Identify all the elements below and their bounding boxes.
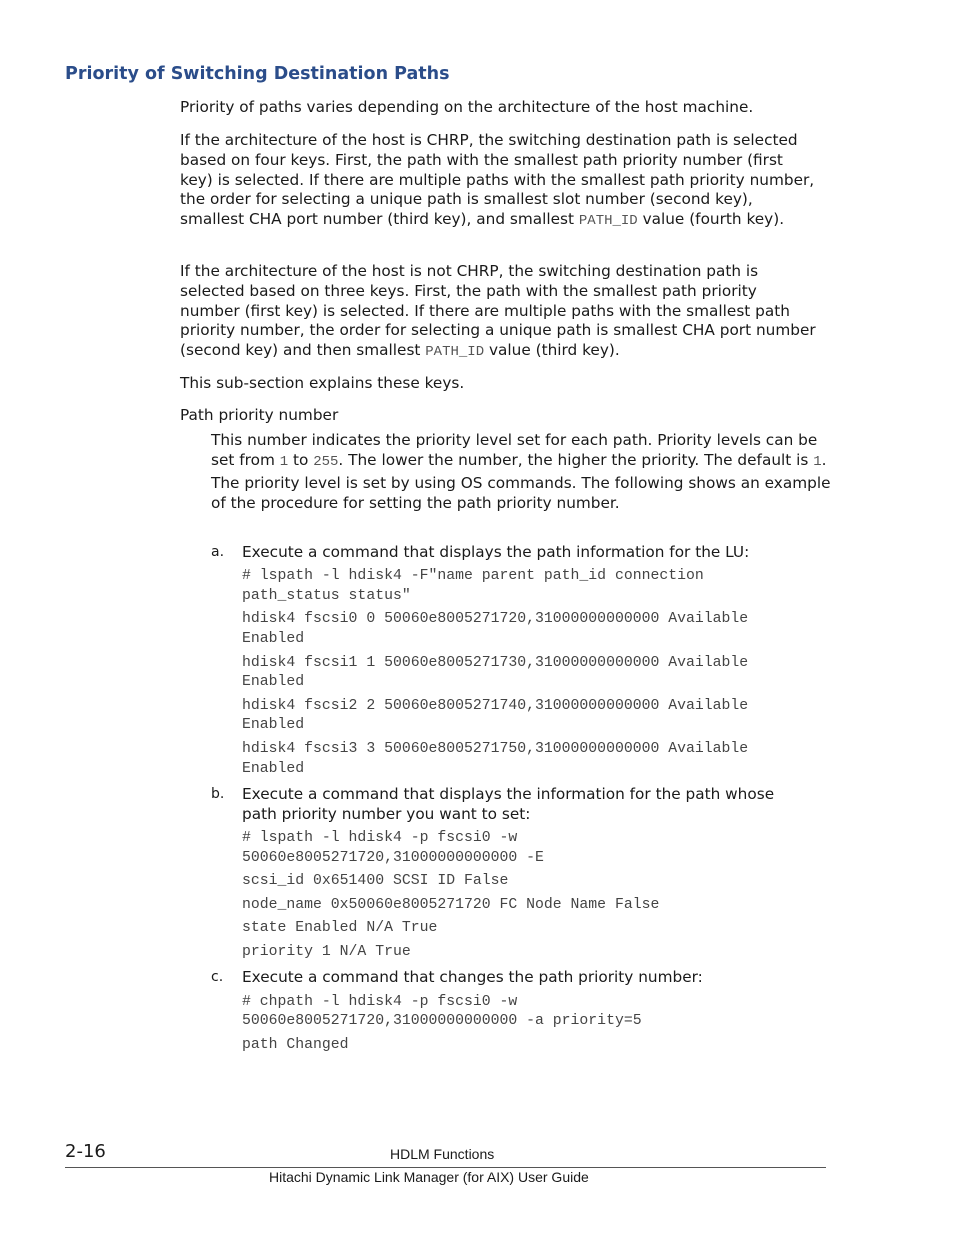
- non-chrp-tail: value (third key).: [484, 341, 620, 360]
- def-part4: . The priority level is set by using OS commands. The following shows an example of the procedure for setting the path priority number.: [211, 451, 831, 513]
- code-line: Enabled: [242, 717, 305, 733]
- chrp-paragraph: [180, 131, 820, 232]
- code-line: path Changed: [242, 1037, 349, 1053]
- default-priority-code: 1: [813, 454, 822, 471]
- definition-text: [211, 430, 831, 514]
- path-id-code: PATH_ID: [425, 344, 485, 361]
- page-number: 2-16: [65, 1141, 106, 1162]
- section-heading: Priority of Switching Destination Paths: [65, 64, 450, 84]
- footer-section-title: HDLM Functions: [390, 1146, 495, 1162]
- step-c-text: Execute a command that changes the path priority number:: [242, 968, 703, 986]
- step-b-text-line1: Execute a command that displays the information for the path whose: [242, 785, 775, 803]
- chrp-tail: value (fourth key).: [637, 210, 785, 229]
- code-line: scsi_id 0x651400 SCSI ID False: [242, 873, 509, 889]
- non-chrp-paragraph: [180, 262, 820, 363]
- code-line: Enabled: [242, 761, 305, 777]
- footer-guide-title: Hitachi Dynamic Link Manager (for AIX) User Guide: [269, 1169, 589, 1185]
- step-c-marker: c.: [211, 969, 224, 985]
- step-b-text-line2: path priority number you want to set:: [242, 805, 531, 823]
- non-chrp-text: If the architecture of the host is not CHRP, the switching destination path is selected based on three keys. First, the path with the smallest path priority number (first key) is selected. If there are multiple paths with the smallest path priority number, the order for selecting a unique path is smallest CHA port number (second key) and then smallest: [180, 262, 816, 360]
- code-line: hdisk4 fscsi3 3 50060e8005271750,31000000000000 Available: [242, 741, 749, 757]
- code-line: priority 1 N/A True: [242, 944, 411, 960]
- code-line: node_name 0x50060e8005271720 FC Node Name False: [242, 897, 660, 913]
- code-line: hdisk4 fscsi1 1 50060e8005271730,31000000000000 Available: [242, 655, 749, 671]
- def-part2: to: [288, 451, 314, 470]
- code-line: hdisk4 fscsi0 0 50060e8005271720,31000000000000 Available: [242, 611, 749, 627]
- chrp-text: If the architecture of the host is CHRP, the switching destination path is selected based on four keys. First, the path with the smallest path priority number (first key) is selected. If there are multiple paths with the smallest path priority number, the order for selecting a unique path is smallest slot number (second key), smallest CHA port number (third key), and smallest: [180, 131, 815, 229]
- subsection-intro: This sub-section explains these keys.: [180, 374, 465, 392]
- min-priority-code: 1: [279, 454, 289, 471]
- footer-divider: [65, 1167, 826, 1168]
- code-line: Enabled: [242, 674, 305, 690]
- code-line: # lspath -l hdisk4 -p fscsi0 -w: [242, 830, 518, 846]
- intro-paragraph: Priority of paths varies depending on the architecture of the host machine.: [180, 98, 754, 116]
- def-part3: . The lower the number, the higher the priority. The default is: [338, 451, 814, 470]
- max-priority-code: 255: [313, 454, 339, 471]
- definition-term: Path priority number: [180, 406, 339, 424]
- step-a-marker: a.: [211, 544, 225, 560]
- code-line: hdisk4 fscsi2 2 50060e8005271740,31000000000000 Available: [242, 698, 749, 714]
- code-line: # chpath -l hdisk4 -p fscsi0 -w: [242, 994, 518, 1010]
- step-b-marker: b.: [211, 786, 225, 802]
- step-a-text: Execute a command that displays the path information for the LU:: [242, 543, 750, 561]
- code-line: Enabled: [242, 631, 305, 647]
- code-line: path_status status": [242, 588, 411, 604]
- code-line: state Enabled N/A True: [242, 920, 438, 936]
- path-id-code: PATH_ID: [578, 213, 638, 230]
- def-part1: This number indicates the priority level set for each path. Priority levels can be set from: [211, 431, 818, 470]
- code-line: # lspath -l hdisk4 -F"name parent path_id connection: [242, 568, 704, 584]
- code-line: 50060e8005271720,31000000000000 -E: [242, 850, 544, 866]
- code-line: 50060e8005271720,31000000000000 -a priority=5: [242, 1013, 642, 1029]
